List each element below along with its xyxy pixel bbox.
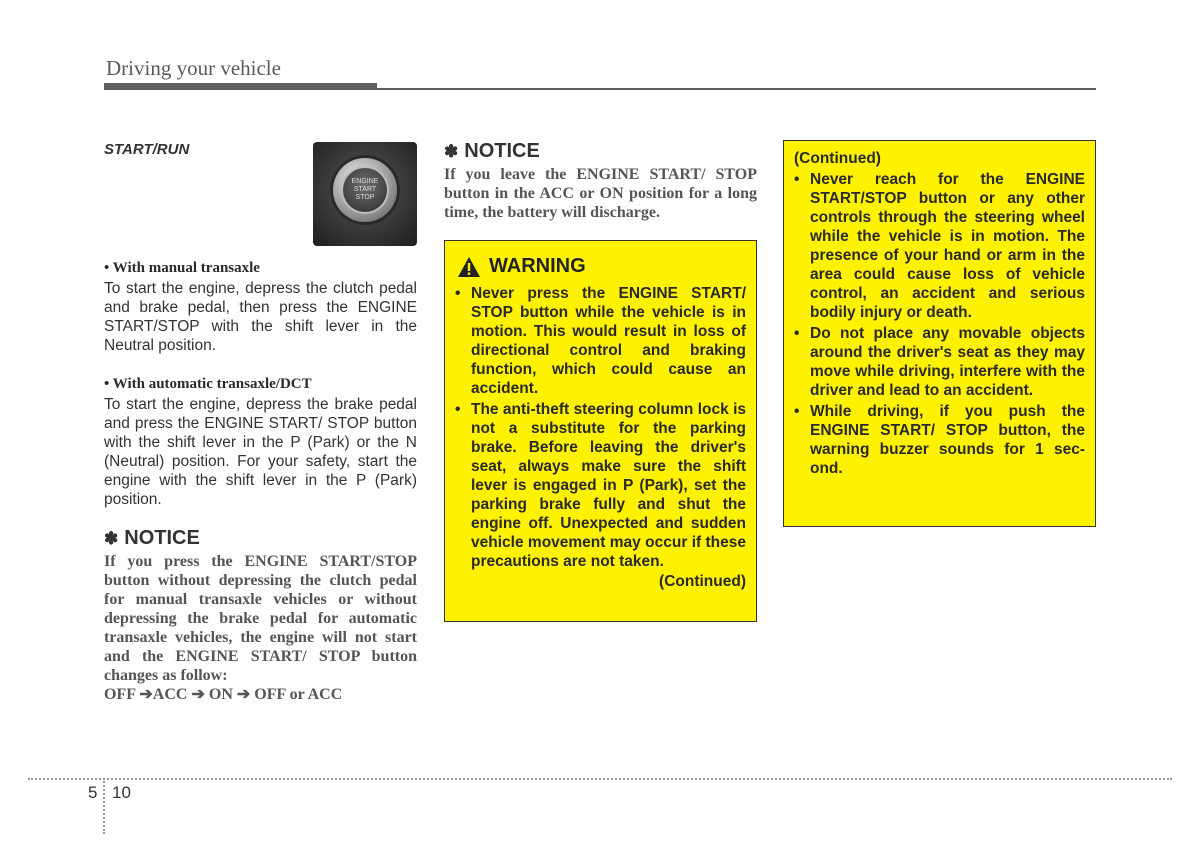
warning-item: • While driving, if you push the ENGINE START/ STOP button, the warning buzzer sounds for 1 sec- ond. bbox=[794, 403, 1085, 477]
column-right bbox=[783, 140, 1096, 527]
chapter-number: 5 bbox=[88, 783, 98, 802]
engine-start-stop-button-icon bbox=[343, 168, 387, 212]
warning-title: WARNING bbox=[489, 255, 586, 277]
photo-label-3: STOP bbox=[355, 194, 375, 201]
engine-start-button-photo bbox=[313, 142, 417, 246]
notice-title: NOTICE bbox=[124, 527, 200, 549]
warning-triangle-icon bbox=[457, 256, 481, 278]
page-number: 10 bbox=[112, 783, 131, 802]
manual-transaxle-text: To start the engine, depress the clutch pedal and brake pedal, then press the ENGINE START/STOP with the shift lever in the Neutral position. bbox=[104, 280, 417, 354]
column-middle bbox=[444, 140, 757, 622]
footer-divider bbox=[103, 778, 105, 834]
notice-title: NOTICE bbox=[464, 140, 540, 162]
warning-item: • Do not place any movable objects around the driver's seat as they may move while driving, interfere with the driver and lead to an accident. bbox=[794, 325, 1085, 399]
footer-rule bbox=[28, 778, 1172, 780]
notice-heading bbox=[104, 527, 417, 550]
warning-heading bbox=[457, 255, 756, 278]
warning-box-continued bbox=[783, 140, 1096, 527]
notice-heading bbox=[444, 140, 757, 163]
column-left bbox=[104, 140, 417, 704]
continued-label: (Continued) bbox=[659, 573, 746, 590]
section-heading: START/RUN bbox=[104, 141, 190, 158]
button-ring-icon bbox=[333, 158, 397, 222]
continued-label: (Continued) bbox=[794, 150, 881, 167]
warning-item: • The anti-theft steering column lock is not a substitute for the parking brake. Before leaving the driver's seat, always make sure the shift lever is engaged in P (Park), set the parking brake fully and shut the engine off. Unexpected and sudden vehicle movement may occur if these precautions are not taken. bbox=[455, 401, 746, 570]
warning-list bbox=[445, 284, 756, 571]
photo-label-1: ENGINE bbox=[351, 178, 379, 185]
warning-box bbox=[444, 240, 757, 622]
notice-text: If you press the ENGINE START/STOP button without depressing the clutch pedal for manual transaxle vehicles or without depressing the brake pedal for automatic transaxle vehicles, the engine will not start and the ENGINE START/ STOP button changes as follow: bbox=[104, 553, 417, 684]
notice-sequence: OFF ➔ACC ➔ ON ➔ OFF or ACC bbox=[104, 686, 343, 703]
notice-star-icon: ✽ bbox=[104, 528, 119, 548]
warning-list bbox=[784, 170, 1095, 478]
photo-label-2: START bbox=[353, 186, 377, 193]
notice-text: If you leave the ENGINE START/ STOP button in the ACC or ON position for a long time, the battery will discharge. bbox=[444, 166, 757, 221]
automatic-transaxle-heading: • With automatic transaxle/DCT bbox=[104, 376, 312, 392]
header-rule-thin bbox=[377, 88, 1096, 90]
header-title: Driving your vehicle bbox=[106, 56, 281, 80]
manual-transaxle-heading: • With manual transaxle bbox=[104, 260, 260, 276]
notice-star-icon: ✽ bbox=[444, 141, 459, 161]
warning-item: • Never reach for the ENGINE START/STOP button or any other controls through the steering wheel while the vehicle is in motion. The presence of your hand or arm in the area could cause loss of vehicle control, an accident and serious bodily injury or death. bbox=[794, 171, 1085, 321]
automatic-transaxle-text: To start the engine, depress the brake pedal and press the ENGINE START/ STOP button with the shift lever in the P (Park) or the N (Neutral) position. For your safety, start the engine with the shift lever in the P (Park) position. bbox=[104, 396, 417, 508]
header-rule-thick bbox=[104, 83, 377, 90]
warning-item: • Never press the ENGINE START/ STOP button while the vehicle is in motion. This would result in loss of directional control and braking function, which could cause an accident. bbox=[455, 285, 746, 397]
